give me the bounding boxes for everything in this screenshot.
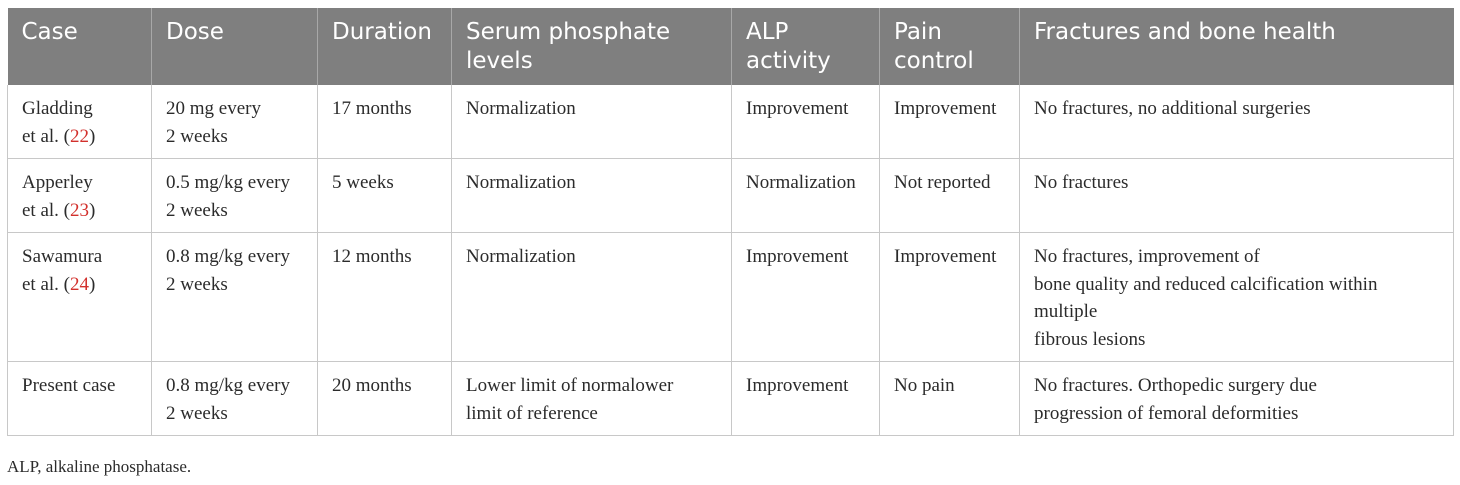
cell-alp: Normalization [732,159,880,233]
dose-line: 20 mg every [166,98,261,119]
header-duration: Duration [318,8,452,85]
reference-link[interactable]: 22 [70,125,90,147]
case-line: et al. ( [22,273,71,295]
cell-fractures [1020,233,1454,362]
table-row [8,362,1454,436]
cell-fractures [1020,85,1454,159]
reference-link[interactable]: 23 [70,199,90,221]
cell-serum-phosphate [452,362,732,436]
header-case: Case [8,8,152,85]
case-line: Present case [22,375,116,396]
cell-serum-phosphate [452,233,732,362]
phosphate-line: Normalization [466,98,576,119]
cell-case [8,159,152,233]
cell-case [8,233,152,362]
cell-pain: No pain [880,362,1020,436]
fracture-line: No fractures, improvement of [1034,246,1260,267]
phosphate-line: limit of reference [466,402,598,424]
dose-line: 0.8 mg/kg every [166,375,291,396]
header-pain-control: Pain control [880,8,1020,85]
case-line: et al. ( [22,125,71,147]
fracture-line: progression of femoral deformities [1034,402,1299,424]
cell-case [8,362,152,436]
table-row [8,233,1454,362]
fracture-line: No fractures. Orthopedic surgery due [1034,375,1317,396]
dose-line: 2 weeks [166,125,228,147]
cell-duration: 20 months [318,362,452,436]
dose-line: 2 weeks [166,199,228,221]
cell-serum-phosphate [452,85,732,159]
fracture-line: multiple [1034,301,1098,322]
cell-fractures [1020,362,1454,436]
cell-pain: Improvement [880,233,1020,362]
cell-dose [152,233,318,362]
cell-dose [152,159,318,233]
reference-link[interactable]: 24 [70,273,90,295]
table-row [8,85,1454,159]
cell-serum-phosphate [452,159,732,233]
case-line-end: ) [89,273,96,295]
header-dose: Dose [152,8,318,85]
dose-line: 2 weeks [166,273,228,295]
case-line-end: ) [89,125,96,147]
fracture-line: fibrous lesions [1034,328,1146,350]
cell-pain: Not reported [880,159,1020,233]
comparison-table-container [7,8,1453,436]
cell-alp: Improvement [732,362,880,436]
header-serum-phosphate: Serum phosphate levels [452,8,732,85]
header-alp-activity: ALP activity [732,8,880,85]
case-line-end: ) [89,199,96,221]
cell-alp: Improvement [732,85,880,159]
cell-duration: 12 months [318,233,452,362]
case-line: Gladding [22,98,93,119]
fracture-line: No fractures [1034,172,1129,193]
cell-dose [152,362,318,436]
phosphate-line: Normalization [466,172,576,193]
fracture-line: bone quality and reduced calcification within [1034,273,1378,295]
phosphate-line: Lower limit of normalower [466,375,674,396]
fracture-line: No fractures, no additional surgeries [1034,98,1311,119]
cell-alp: Improvement [732,233,880,362]
cell-duration: 5 weeks [318,159,452,233]
dose-line: 0.8 mg/kg every [166,246,291,267]
comparison-table [7,8,1454,436]
case-line: et al. ( [22,199,71,221]
phosphate-line: Normalization [466,246,576,267]
header-fractures-bone-health: Fractures and bone health [1020,8,1454,85]
cell-fractures [1020,159,1454,233]
cell-case [8,85,152,159]
cell-dose [152,85,318,159]
dose-line: 0.5 mg/kg every [166,172,291,193]
cell-pain: Improvement [880,85,1020,159]
case-line: Apperley [22,172,93,193]
header-row [8,8,1454,85]
cell-duration: 17 months [318,85,452,159]
case-line: Sawamura [22,246,103,267]
table-footnote: ALP, alkaline phosphatase. [7,457,192,476]
table-row [8,159,1454,233]
dose-line: 2 weeks [166,402,228,424]
